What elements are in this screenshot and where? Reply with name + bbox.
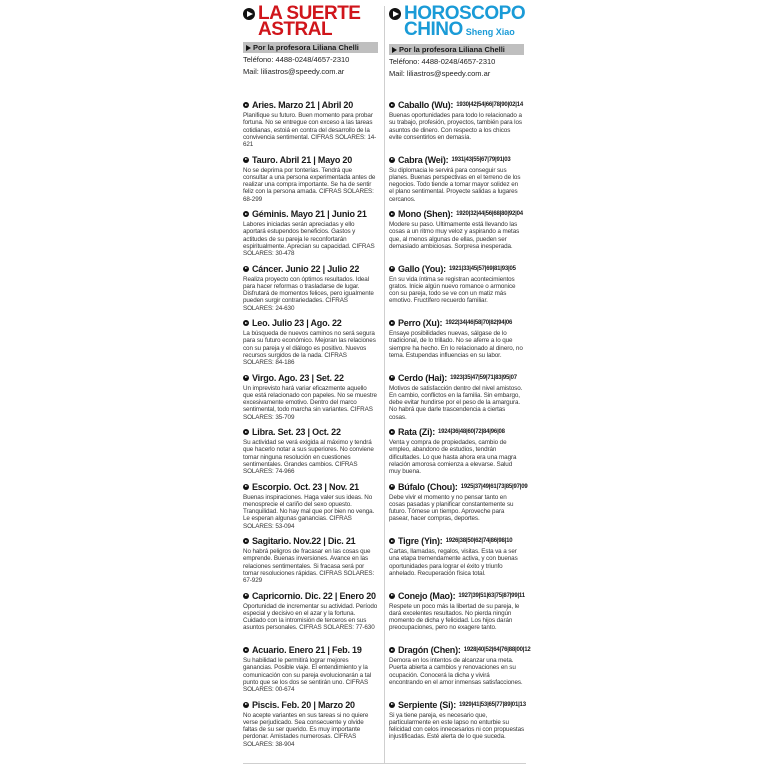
sign-forecast: Buenas inspiraciones. Haga valer sus ideas. No menosprecie el cariño del sexo opuesto. Tranquilidad. No hay mal que por bien no venga. Le esperan algunas ganancias. CIFRAS SOLARES: 53-094 bbox=[243, 493, 375, 530]
sign-years: 1929|41|53|65|77|89|01|13 bbox=[459, 701, 526, 708]
bullet-play-icon bbox=[389, 484, 395, 490]
sign-title: Tigre (Yin): bbox=[398, 536, 443, 546]
sign-title: Gallo (You): bbox=[398, 263, 446, 274]
sign-years: 1931|43|55|67|79|91|03 bbox=[451, 156, 511, 163]
sign-heading bbox=[389, 645, 531, 655]
sign-forecast: Cartas, llamadas, regalos, visitas. Esta va a ser una etapa tremendamente activa, y con buenas oportunidades para lograr el éxito y triunfo anhelado. Recuperación física total. bbox=[389, 548, 518, 577]
sign-entry bbox=[389, 591, 524, 632]
sign-entry bbox=[389, 536, 524, 577]
sign-entry bbox=[389, 427, 524, 475]
chinese-author: Por la profesora Liliana Chelli bbox=[389, 44, 524, 55]
sign-heading bbox=[389, 700, 524, 710]
sign-title: Acuario. Enero 21 | Feb. 19 bbox=[252, 645, 362, 655]
sign-title: Aries. Marzo 21 | Abril 20 bbox=[252, 100, 354, 110]
sign-title: Capricornio. Dic. 22 | Enero 20 bbox=[252, 590, 376, 601]
arrow-right-icon bbox=[392, 47, 397, 53]
play-circle-icon bbox=[243, 8, 255, 20]
sign-heading bbox=[243, 700, 378, 710]
sign-heading bbox=[389, 591, 524, 601]
chinese-title: HOROSCOPO CHINO Sheng Xiao bbox=[404, 3, 526, 40]
chinese-column bbox=[389, 3, 531, 741]
bullet-play-icon bbox=[389, 702, 395, 708]
sign-entry bbox=[389, 209, 524, 250]
sign-title: Rata (Zi): bbox=[398, 427, 435, 437]
bullet-play-icon bbox=[389, 375, 395, 381]
sign-entry bbox=[389, 645, 531, 686]
sign-heading bbox=[243, 427, 378, 437]
horoscope-page bbox=[243, 3, 531, 766]
sign-entry bbox=[389, 318, 524, 359]
bullet-play-icon bbox=[389, 538, 395, 544]
sign-entry bbox=[243, 427, 378, 475]
sign-years: 1921|33|45|57|69|81|93|05 bbox=[448, 265, 516, 272]
sign-heading bbox=[243, 155, 378, 165]
bullet-play-icon bbox=[243, 211, 249, 217]
sign-years: 1925|37|49|61|73|85|97|09 bbox=[460, 483, 528, 490]
sign-title: Perro (Xu): bbox=[398, 318, 443, 328]
sign-forecast: No acepte variantes en sus tareas si no quiere verse perjudicado. Sea consecuente y olvide faltas de su ser querido. Es muy importante perdonar. Amistades numerosas. CIFRAS SOLARES: 38-904 bbox=[243, 711, 369, 748]
sign-heading bbox=[389, 318, 524, 328]
sign-entry bbox=[389, 700, 524, 741]
bullet-play-icon bbox=[243, 375, 249, 381]
sign-entry bbox=[243, 700, 378, 748]
sign-title: Dragón (Chen): bbox=[398, 645, 461, 655]
sign-title: Caballo (Wu): bbox=[398, 100, 454, 110]
sign-forecast: No habrá peligros de fracasar en las cosas que emprende. Buenas inversiones. Avance en las relaciones sentimentales. Si fracasa será por tomar resoluciones rápidas. CIFRAS SOLARES: 67-929 bbox=[243, 548, 375, 585]
sign-heading bbox=[243, 591, 378, 601]
sign-years: 1927|39|51|63|75|87|99|11 bbox=[458, 592, 525, 599]
sign-years: 1923|35|47|59|71|83|95|07 bbox=[450, 374, 517, 381]
sign-forecast: Su actividad se verá exigida al máximo y tendrá que hacerlo notar a sus superiores. No conviene tomar ninguna resolución en cuestiones sentimentales. Grandes cambios. CIFRAS SOLARES: 74-966 bbox=[243, 439, 374, 476]
astral-title: LA SUERTE ASTRAL bbox=[258, 3, 361, 40]
arrow-right-icon bbox=[246, 45, 251, 51]
sign-entry bbox=[243, 591, 378, 632]
bullet-play-icon bbox=[243, 157, 249, 163]
sign-heading bbox=[389, 427, 524, 437]
bullet-play-icon bbox=[389, 157, 395, 163]
sign-heading bbox=[243, 100, 378, 110]
sign-heading bbox=[389, 264, 524, 274]
sign-entry bbox=[243, 318, 378, 366]
play-circle-icon bbox=[389, 8, 401, 20]
sign-years: 1928|40|52|64|76|88|00|12 bbox=[463, 647, 531, 653]
sign-entry bbox=[389, 100, 524, 141]
sign-years: 1930|42|54|66|78|90|02|14 bbox=[456, 102, 524, 108]
bullet-play-icon bbox=[389, 211, 395, 217]
bullet-play-icon bbox=[389, 102, 395, 108]
sign-forecast: Planifique su futuro. Buen momento para probar fortuna. No se entregue con exceso a las tareas cotidianas, estoiá en contra del desarrollo de la convivencia sentimental. CIFRAS SOLARES: 14-621 bbox=[243, 112, 377, 149]
sign-heading bbox=[243, 318, 378, 328]
chinese-mail: Mail: liliastros@speedy.com.ar bbox=[389, 68, 491, 78]
sign-title: Tauro. Abril 21 | Mayo 20 bbox=[252, 154, 353, 165]
sign-entry bbox=[243, 155, 378, 203]
sign-forecast: Un imprevisto hará variar eficazmente aquello que está relacionado con papeles. No se muestre excesivamente emotivo. Dentro del marco sentimental, todo marcha sin variantes. CIFRAS SOLARES: 35-709 bbox=[243, 384, 377, 421]
sign-years: 1924|36|48|60|72|84|96|08 bbox=[438, 429, 505, 435]
sign-forecast: Labores iniciadas serán apreciadas y ello aportará estupendos beneficios. Gastos y actitudes de su pareja le reconfortarán espiritualmente. Aprecian su capacidad. CIFRAS SOLARES: 30-478 bbox=[243, 221, 375, 258]
sign-forecast: Su diplomacia le servirá para conseguir sus planes. Buenas perspectivas en el terreno de los negocios. Todo tiende a tomar mayor solidez en el plano sentimental. Proyecte salidas a lugares cercanos. bbox=[389, 166, 521, 203]
sign-entry bbox=[243, 373, 378, 421]
sign-title: Conejo (Mao): bbox=[398, 590, 456, 601]
sign-forecast: Ensaye posibilidades nuevas, sálgase de lo tradicional, de lo trillado. No se aferre a lo que siempre ha hecho. En lo relacionado al dinero, no tema. Estupendas influencias en su labor. bbox=[389, 330, 523, 359]
sign-entry bbox=[243, 264, 378, 312]
sign-forecast: Motivos de satisfacción dentro del nivel amistoso. En cambio, conflictos en la familia. Sin embargo, debe evitar hundirse por el peso de la amargura. No habrá que darle trascendencia a ciertas cosas. bbox=[389, 384, 523, 421]
sign-years: 1920|32|44|56|68|80|92|04 bbox=[456, 211, 523, 217]
sign-heading bbox=[389, 481, 528, 492]
sign-heading bbox=[389, 373, 524, 383]
sign-heading bbox=[243, 209, 378, 219]
sign-forecast: Debe vivir el momento y no pensar tanto en cosas pasadas y planificar constantemente su futuro. Tómese un tiempo. Aproveche para pasear, hacer compras, deportes. bbox=[389, 493, 514, 523]
bullet-play-icon bbox=[389, 320, 395, 326]
bullet-play-icon bbox=[389, 429, 395, 435]
bullet-play-icon bbox=[243, 702, 249, 708]
sign-entry bbox=[389, 264, 524, 305]
sign-entry bbox=[243, 536, 378, 584]
sign-title: Escorpio. Oct. 23 | Nov. 21 bbox=[252, 481, 359, 492]
bottom-rule bbox=[243, 763, 526, 764]
sign-title: Búfalo (Chou): bbox=[398, 481, 458, 492]
bullet-play-icon bbox=[243, 647, 249, 653]
sign-forecast: La búsqueda de nuevos caminos no será segura para su futuro económico. Mejoran las relaciones con su pareja y el diálogo es positivo. Nuevos recursos surgidos de la nada. CIFRAS SOLARES: 84-186 bbox=[243, 330, 376, 367]
sign-heading bbox=[243, 536, 378, 546]
astral-author: Por la profesora Liliana Chelli bbox=[243, 42, 378, 53]
bullet-play-icon bbox=[243, 320, 249, 326]
sign-forecast: No se deprima por tonterías. Tendrá que consultar a una persona experimentada antes de realizar una compra importante. Se ha de sentir feliz con la persona amada. CIFRAS SOLARES: 68-299 bbox=[243, 166, 376, 203]
sign-heading bbox=[243, 264, 378, 274]
sign-title: Cerdo (Hai): bbox=[398, 372, 448, 383]
sign-entry bbox=[243, 209, 378, 257]
chinese-header bbox=[389, 3, 526, 100]
sign-heading bbox=[243, 373, 378, 383]
sign-heading bbox=[389, 209, 524, 219]
bullet-play-icon bbox=[243, 538, 249, 544]
sign-title: Cabra (Wei): bbox=[398, 154, 449, 165]
sign-title: Leo. Julio 23 | Ago. 22 bbox=[252, 318, 342, 328]
sign-years: 1926|38|50|62|74|86|98|10 bbox=[445, 538, 513, 544]
sign-heading bbox=[389, 100, 524, 110]
sign-forecast: Buenas oportunidades para todo lo relacionado a su trabajo, profesión, proyectos, también para los asuntos de dinero. Con respecto a los chicos evite consentirlos en demasía. bbox=[389, 112, 522, 141]
sign-title: Géminis. Mayo 21 | Junio 21 bbox=[252, 209, 367, 219]
sign-entry bbox=[243, 645, 378, 693]
sign-heading bbox=[389, 536, 524, 546]
chinese-phone: Teléfono: 4488-0248/4657-2310 bbox=[389, 57, 496, 66]
sign-title: Sagitario. Nov.22 | Dic. 21 bbox=[252, 536, 356, 546]
sign-forecast: Si ya tiene pareja, es necesario que, particularmente en este lapso no enturbie su felicidad con celos innecesarios ni con propuestas injustificadas. Esté alerta de lo que suceda. bbox=[389, 711, 525, 741]
astral-header bbox=[243, 3, 378, 100]
sign-entry bbox=[389, 155, 524, 203]
bullet-play-icon bbox=[389, 647, 395, 653]
bullet-play-icon bbox=[243, 102, 249, 108]
sign-title: Libra. Set. 23 | Oct. 22 bbox=[252, 427, 341, 437]
sign-heading bbox=[389, 155, 524, 165]
astral-column bbox=[243, 3, 378, 748]
sign-forecast: Respete un poco más la libertad de su pareja, le dará excelentes resultados. No pierda ningún momento de dicha y felicidad. Los hijos darán preocupaciones, pero no exagere tanto. bbox=[389, 602, 520, 632]
bullet-play-icon bbox=[389, 266, 395, 272]
sign-entry bbox=[243, 100, 378, 148]
sign-forecast: Oportunidad de incrementar su actividad. Período especial y decisivo en el azar y la fortuna. Cuidado con la intromisión de terceros en sus asuntos personales. CIFRAS SOLARES: 77-630 bbox=[243, 602, 378, 632]
sign-entry bbox=[389, 373, 524, 421]
sign-forecast: Su habilidad le permitirá lograr mejores ganancias. Posible viaje. El entendimiento y la comunicación con su pareja evolucionarán a tal punto que se los dos se sentirán uno. CIFRAS SOLARES: 00-674 bbox=[243, 657, 372, 694]
bullet-play-icon bbox=[243, 429, 249, 435]
bullet-play-icon bbox=[389, 593, 395, 599]
sign-title: Virgo. Ago. 23 | Set. 22 bbox=[252, 372, 344, 383]
sign-forecast: Venta y compra de propiedades, cambio de empleo, abandono de estudios, tendrán dificultades. Lo que hasta ahora era una magra relación amorosa comienza a elevarse. Salud muy buena. bbox=[389, 439, 517, 476]
astral-phone: Teléfono: 4488-0248/4657-2310 bbox=[243, 55, 350, 64]
sign-title: Serpiente (Si): bbox=[398, 699, 457, 710]
column-divider bbox=[384, 6, 385, 764]
sign-forecast: Demora en los intentos de alcanzar una meta. Puerta abierta a cambios y renovaciones en su ocupación. Conocerá la dicha y vivirá encontrando en el amor inmensas satisfacciones. bbox=[389, 657, 523, 686]
sign-title: Mono (Shen): bbox=[398, 209, 454, 219]
sign-entry bbox=[243, 482, 378, 530]
sign-forecast: Modere su paso. Ultimamente está llevando las cosas a un ritmo muy veloz y aspirando a metas que, al menos algunas de ellas, pueden ser demasiado ambiciosas. Sorpresa inesperada. bbox=[389, 221, 520, 250]
sign-entry bbox=[389, 481, 528, 523]
sign-forecast: En su vida íntima se registran acontecimientos gratos. Inicie algún nuevo romance o armonice con su pareja, todo se ve con un matiz más emotivo. Fructífero recuerdo familiar. bbox=[389, 275, 516, 305]
bullet-play-icon bbox=[243, 593, 249, 599]
bullet-play-icon bbox=[243, 484, 249, 490]
sign-heading bbox=[243, 482, 378, 492]
bullet-play-icon bbox=[243, 266, 249, 272]
sign-title: Cáncer. Junio 22 | Julio 22 bbox=[252, 263, 360, 274]
sign-years: 1922|34|46|58|70|82|94|06 bbox=[445, 320, 513, 326]
sign-heading bbox=[243, 645, 378, 655]
sign-forecast: Realiza proyecto con óptimos resultados. Ideal para hacer reformas o trasladarse de lugar. Disfrutará de momentos felices, pero igualmente pueden surgir contrariedades. CIFRAS SOLARES: 24-630 bbox=[243, 275, 374, 312]
sign-title: Piscis. Feb. 20 | Marzo 20 bbox=[252, 699, 355, 710]
astral-mail: Mail: liliastros@speedy.com.ar bbox=[243, 66, 345, 76]
